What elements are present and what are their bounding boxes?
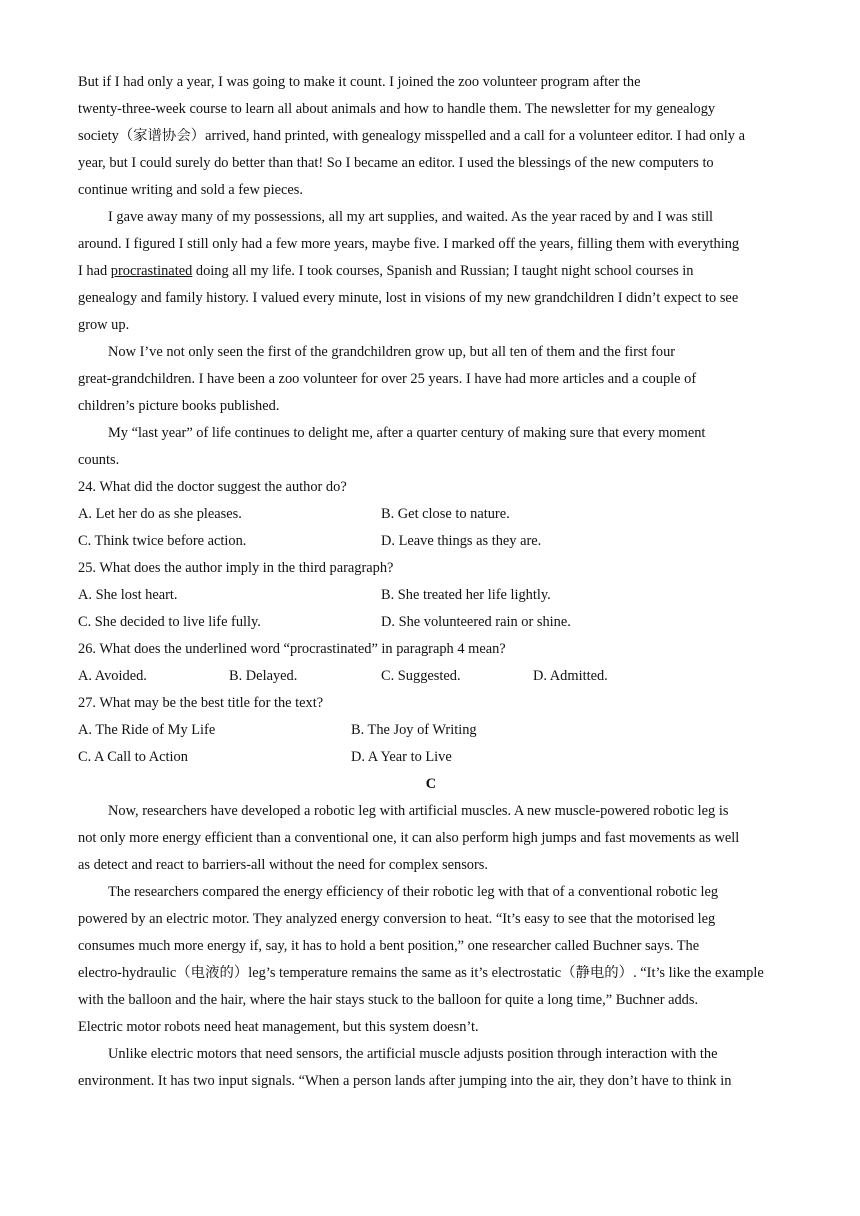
passage-b-paragraph-3	[78, 204, 784, 339]
text-line: with the balloon and the hair, where the hair stays stuck to the balloon for quite a long time,” Buchner adds.	[78, 992, 699, 1008]
passage-b-paragraph-2	[78, 69, 784, 204]
question-stem: 27. What may be the best title for the text?	[78, 695, 324, 711]
passage-b-paragraph-4	[78, 339, 784, 420]
option-c: C. She decided to live life fully.	[78, 614, 261, 630]
option-a: A. The Ride of My Life	[78, 722, 216, 738]
text-line: But if I had only a year, I was going to make it count. I joined the zoo volunteer program after the	[78, 74, 641, 90]
option-c: C. Suggested.	[381, 668, 461, 684]
text-line: Electric motor robots need heat management, but this system doesn’t.	[78, 1019, 479, 1035]
option-b: B. She treated her life lightly.	[381, 587, 551, 603]
passage-c-paragraph-3	[78, 1041, 784, 1095]
option-row	[78, 717, 784, 744]
text-line: electro-hydraulic（电液的）leg’s temperature remains the same as it’s electrostatic（静电的）. “It’s like the example	[78, 965, 764, 981]
text-line	[78, 258, 784, 285]
option-b: B. The Joy of Writing	[351, 722, 477, 738]
option-a: A. She lost heart.	[78, 587, 178, 603]
option-b: B. Get close to nature.	[381, 506, 510, 522]
text-line: twenty-three-week course to learn all about animals and how to handle them. The newsletter for my genealogy	[78, 101, 716, 117]
option-row	[78, 663, 784, 690]
question-27	[78, 690, 784, 771]
text-line: society（家谱协会）arrived, hand printed, with genealogy misspelled and a call for a volunteer editor. I had only a	[78, 128, 745, 144]
text-line: year, but I could surely do better than that! So I became an editor. I used the blessings of the new computers to	[78, 155, 714, 171]
text-line: Now, researchers have developed a robotic leg with artificial muscles. A new muscle-powered robotic leg is	[108, 803, 729, 819]
question-stem: 26. What does the underlined word “procrastinated” in paragraph 4 mean?	[78, 641, 506, 657]
text-line: powered by an electric motor. They analyzed energy conversion to heat. “It’s easy to see that the motorised leg	[78, 911, 716, 927]
question-24	[78, 474, 784, 555]
text-line: Now I’ve not only seen the first of the grandchildren grow up, but all ten of them and the first four	[108, 344, 676, 360]
option-row	[78, 744, 784, 771]
question-stem: 24. What did the doctor suggest the author do?	[78, 479, 347, 495]
text-line: children’s picture books published.	[78, 398, 280, 414]
text-fragment: doing all my life. I took courses, Spanish and Russian; I taught night school courses in	[192, 263, 694, 279]
text-line: I gave away many of my possessions, all my art supplies, and waited. As the year raced by and I was still	[108, 209, 714, 225]
passage-b-paragraph-5	[78, 420, 784, 474]
passage-c-paragraph-2	[78, 879, 784, 1041]
text-line: as detect and react to barriers-all without the need for complex sensors.	[78, 857, 488, 873]
section-heading: C	[425, 776, 437, 792]
underlined-word: procrastinated	[110, 263, 193, 279]
text-line: not only more energy efficient than a conventional one, it can also perform high jumps and fast movements as well	[78, 830, 740, 846]
option-a: A. Avoided.	[78, 668, 147, 684]
option-d: D. She volunteered rain or shine.	[381, 614, 571, 630]
option-row	[78, 609, 784, 636]
text-line: Unlike electric motors that need sensors, the artificial muscle adjusts position through interaction with the	[108, 1046, 718, 1062]
text-line: environment. It has two input signals. “When a person lands after jumping into the air, they don’t have to think in	[78, 1073, 732, 1089]
passage-c-paragraph-1	[78, 798, 784, 879]
question-26	[78, 636, 784, 690]
text-line: grow up.	[78, 317, 130, 333]
text-line: around. I figured I still only had a few more years, maybe five. I marked off the years, filling them with everything	[78, 236, 740, 252]
option-row	[78, 582, 784, 609]
text-line: continue writing and sold a few pieces.	[78, 182, 303, 198]
text-fragment: I had	[78, 263, 111, 279]
question-25	[78, 555, 784, 636]
text-line: great-grandchildren. I have been a zoo volunteer for over 25 years. I have had more articles and a couple of	[78, 371, 697, 387]
text-line: My “last year” of life continues to delight me, after a quarter century of making sure that every moment	[108, 425, 706, 441]
option-a: A. Let her do as she pleases.	[78, 506, 242, 522]
text-line: counts.	[78, 452, 120, 468]
text-line: The researchers compared the energy efficiency of their robotic leg with that of a conventional robotic leg	[108, 884, 719, 900]
question-stem: 25. What does the author imply in the third paragraph?	[78, 560, 394, 576]
text-line: consumes much more energy if, say, it has to hold a bent position,” one researcher called Buchner says. The	[78, 938, 700, 954]
option-b: B. Delayed.	[229, 668, 298, 684]
document-page	[78, 69, 784, 1095]
option-row	[78, 528, 784, 555]
option-d: D. Leave things as they are.	[381, 533, 542, 549]
option-c: C. A Call to Action	[78, 749, 188, 765]
text-line: genealogy and family history. I valued every minute, lost in visions of my new grandchildren I didn’t expect to see	[78, 290, 739, 306]
option-c: C. Think twice before action.	[78, 533, 247, 549]
option-row	[78, 501, 784, 528]
option-d: D. Admitted.	[533, 668, 608, 684]
option-d: D. A Year to Live	[351, 749, 452, 765]
